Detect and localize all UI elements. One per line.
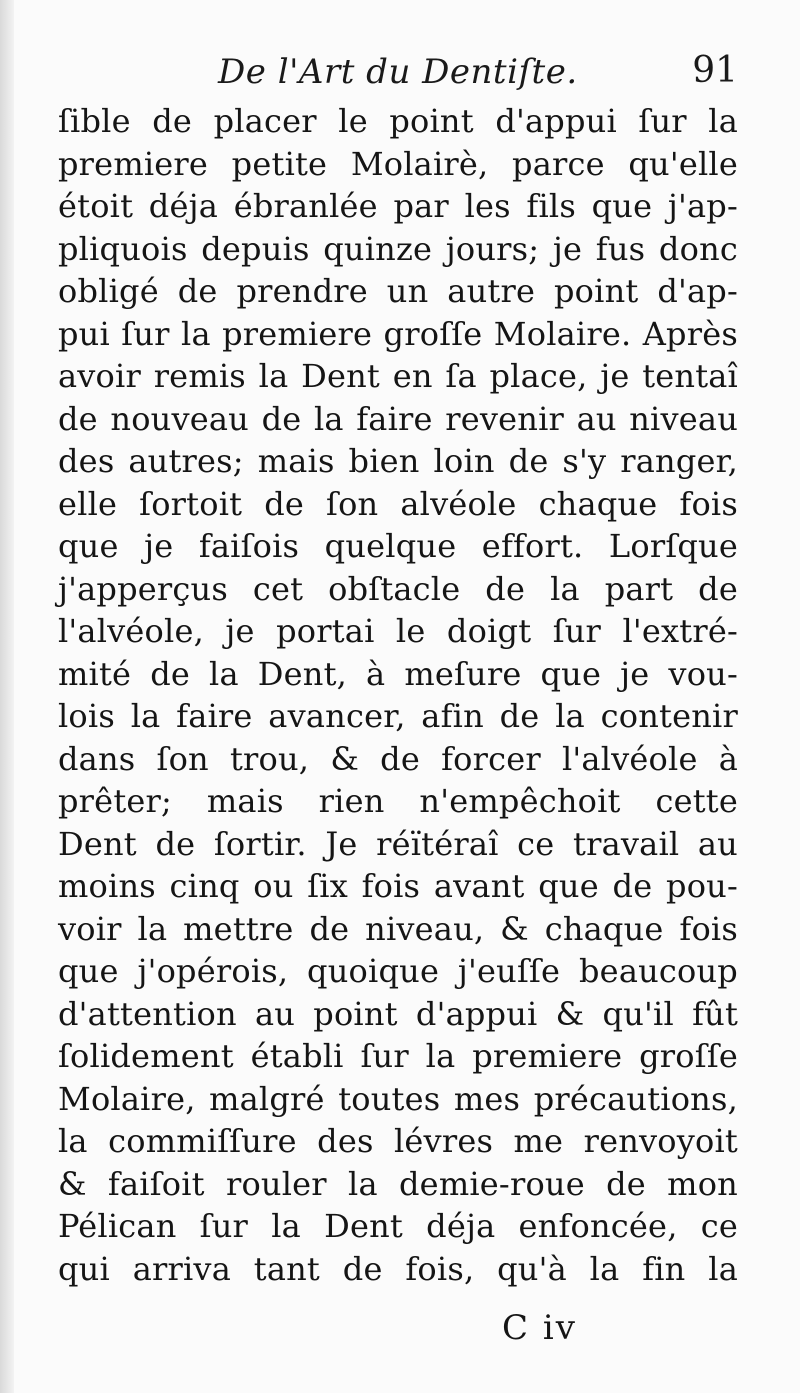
text-line: Dent de ſortir. Je réïtéraî ce travail au (58, 824, 738, 863)
text-line: étoit déja ébranlée par les fils que j'ap- (58, 187, 738, 225)
text-line: la commiſſure des lévres me renvoyoit (58, 1122, 738, 1160)
text-line: mité de la Dent, à meſure que je vou- (58, 654, 738, 693)
text-line: que je faiſois quelque effort. Lorſque (58, 527, 738, 565)
text-line: lois la faire avancer, afin de la contenir (58, 697, 738, 735)
text-line: & faiſoit rouler la demie-roue de mon (58, 1164, 738, 1203)
text-line: premiere petite Molairè, parce qu'elle (58, 144, 738, 183)
text-line: qui arriva tant de fois, qu'à la fin la (58, 1249, 738, 1288)
text-line: ſolidement établi ſur la premiere groſſe (58, 1037, 738, 1075)
text-line: ſible de placer le point d'appui ſur la (58, 102, 738, 140)
running-title: De l'Art du Dentiſte. (218, 52, 578, 92)
text-line: pliquois depuis quinze jours; je fus donc (58, 229, 738, 268)
text-line: Molaire, malgré toutes mes précautions, (58, 1079, 738, 1118)
text-line: j'apperçus cet obſtacle de la part de (58, 569, 738, 608)
running-header (218, 44, 738, 104)
text-line: des autres; mais bien loin de s'y ranger, (58, 442, 738, 480)
text-line: elle ſortoit de ſon alvéole chaque fois (58, 484, 738, 523)
text-line: moins cinq ou ſix fois avant que de pou- (58, 867, 738, 905)
text-line: avoir remis la Dent en ſa place, je tentaî (58, 357, 738, 395)
page-number: 91 (692, 50, 738, 91)
text-line: obligé de prendre un autre point d'ap- (58, 272, 738, 310)
text-line: l'alvéole, je portai le doigt ſur l'extré- (58, 612, 738, 650)
text-line: prêter; mais rien n'empêchoit cette (58, 782, 738, 820)
page-gutter-shadow (0, 0, 14, 1393)
text-line: d'attention au point d'appui & qu'il fût (58, 994, 738, 1033)
text-line: Pélican ſur la Dent déja enfoncée, ce (58, 1207, 738, 1245)
text-line: de nouveau de la faire revenir au niveau (58, 399, 738, 438)
text-line: que j'opérois, quoique j'euſſe beaucoup (58, 952, 738, 990)
body-text (58, 100, 738, 1290)
text-line: dans ſon trou, & de forcer l'alvéole à (58, 739, 738, 778)
text-line: pui ſur la premiere groſſe Molaire. Après (58, 314, 738, 353)
text-line: voir la mettre de niveau, & chaque fois (58, 909, 738, 948)
signature-mark: C iv (502, 1308, 577, 1348)
